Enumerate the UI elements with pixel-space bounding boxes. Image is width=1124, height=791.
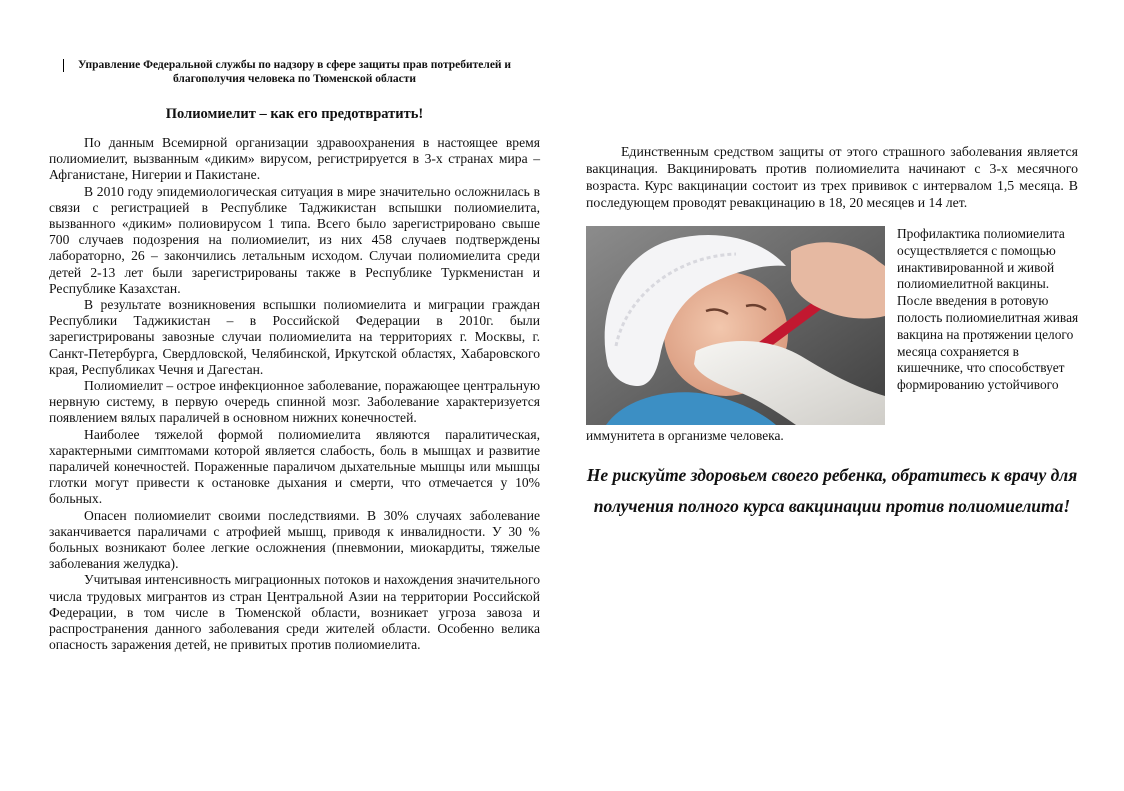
vaccination-photo bbox=[586, 226, 885, 425]
text-cursor bbox=[63, 59, 64, 72]
paragraph-vaccination: Единственным средством защиты от этого страшного заболевания является вакцинация. Вакцинировать против полиомиелита начинают с 3-х месячного возраста. Курс вакцинации состоит из трех прививок с интервалом 1,5 месяца. В последующем проводят ревакцинацию в 18, 20 месяцев и 14 лет. bbox=[586, 144, 1078, 210]
appeal-text: Не рискуйте здоровьем своего ребенка, обратитесь к врачу для получения полного курса вакцинации против полиомиелита! bbox=[586, 465, 1078, 516]
right-column bbox=[586, 143, 1078, 522]
organization-name: Управление Федеральной службы по надзору в сфере защиты прав потребителей и благополучия человека по Тюменской области bbox=[77, 59, 512, 85]
left-column bbox=[49, 58, 540, 654]
organization-header bbox=[67, 58, 522, 86]
paragraph-who: По данным Всемирной организации здравоохранения в настоящее время полиомиелит, вызванным «диким» вирусом, регистрируется в 3-х странах мира – Афганистане, Нигерии и Пакистане. bbox=[49, 135, 540, 183]
child-vaccination-image bbox=[586, 226, 885, 425]
document-title: Полиомиелит – как его предотвратить! bbox=[165, 106, 424, 122]
paragraph-migration: Учитывая интенсивность миграционных потоков и нахождения значительного числа трудовых мигрантов из стран Центральной Азии на территории Российской Федерации, в том числе в Тюменской области, возникает угроза завоза и распространения данного заболевания среди жителей области. Особенно велика опасность заражения детей, не привитых против полиомиелита. bbox=[49, 572, 540, 653]
prophylaxis-caption-continued: иммунитета в организме человека. bbox=[586, 428, 784, 443]
paragraph-tajikistan: В 2010 году эпидемиологическая ситуация в мире значительно осложнилась в связи с регистрацией в Республике Таджикистан вспышки полиомиелита, вызванного «диким» полиовирусом 1 типа. Всего было зарегистрировано свыше 700 случаев подозрения на полиомиелит, из них 458 случаев подтверждены лабораторно, 26 – закончились летальным исходом. Случаи полиомиелита среди детей 2-13 лет были зарегистрированы также в Республике Туркменистан и Республике Казахстан. bbox=[49, 183, 540, 296]
paragraph-russia-cases: В результате возникновения вспышки полиомиелита и миграции граждан Республики Таджикистан – в Российской Федерации в 2010г. были зарегистрированы завозные случаи полиомиелита на территориях г. Москвы, г. Санкт-Петербурга, Свердловской, Челябинской, Иркутской областях, Хабаровского края, Республиках Чечня и Дагестан. bbox=[49, 297, 540, 377]
paragraph-consequences: Опасен полиомиелит своими последствиями. В 30% случаях заболевание заканчивается параличами с атрофией мышц, приводя к инвалидности. У 30 % больных возникают более легкие осложнения (пневмонии, миокардиты, тяжелые заболевания желудка). bbox=[49, 507, 540, 572]
paragraph-paralytic-form: Наиболее тяжелой формой полиомиелита являются паралитическая, характерными симптомами которой является слабость, боль в мышцах и развитие параличей конечностей. Пораженные параличом дыхательные мышцы или мышцы глотки могут привести к остановке дыхания и смерти, что отмечается у 10% больных. bbox=[49, 426, 540, 507]
paragraph-definition: Полиомиелит – острое инфекционное заболевание, поражающее центральную нервную систему, в первую очередь спинной мозг. Заболевание характеризуется появлением вялых параличей в основном нижних конечностей. bbox=[49, 378, 540, 426]
prophylaxis-caption: Профилактика полиомиелита осуществляется с помощью инактивированной и живой полиомиелитной вакцины. После введения в ротовую полость полиомиелитная живая вакцина на протяжении целого месяца сохраняется в кишечнике, что способствует формированию устойчивого bbox=[897, 226, 1079, 393]
figure-block bbox=[586, 226, 1078, 448]
